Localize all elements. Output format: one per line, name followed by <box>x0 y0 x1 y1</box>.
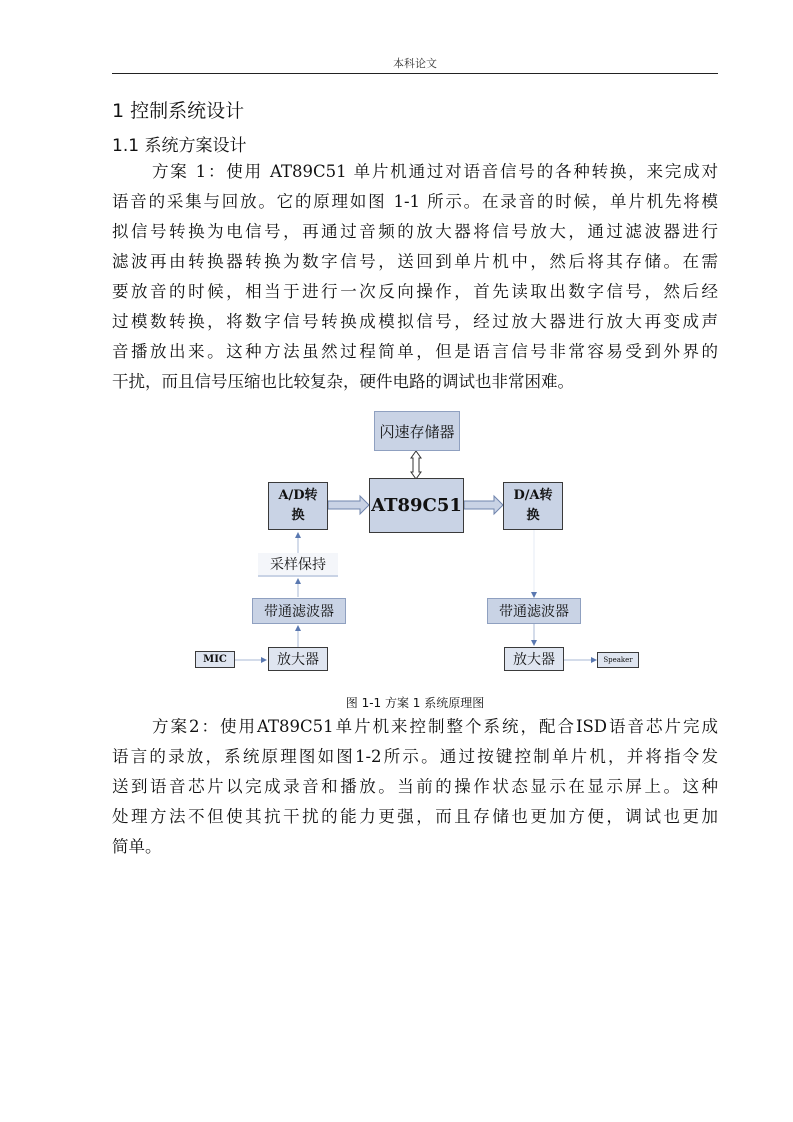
paragraph-line: 语言的录放，系统原理图如图1-2所示。通过按键控制单片机，并将指令发 <box>112 747 718 766</box>
paragraph-line: 方案 1：使用 AT89C51 单片机通过对语音信号的各种转换，来完成对 <box>152 162 718 181</box>
dac-label: D/A转换 <box>513 488 553 523</box>
amplifier-right-block <box>504 647 564 671</box>
amplifier-right-label: 放大器 <box>513 652 555 668</box>
bandpass-filter-left-block <box>252 598 346 624</box>
paragraph-scheme-2 <box>112 712 718 862</box>
paragraph-line: 拟信号转换为电信号，再通过音频的放大器将信号放大，通过滤波器进行 <box>112 222 718 241</box>
header-divider <box>112 73 718 74</box>
flash-mcu-double-arrow <box>411 451 421 479</box>
subsection-heading: 1.1 系统方案设计 <box>112 136 247 156</box>
adc-label: A/D转换 <box>278 488 318 523</box>
figure-caption: 图 1-1 方案 1 系统原理图 <box>345 696 485 710</box>
paragraph-line: 干扰，而且信号压缩也比较复杂，硬件电路的调试也非常困难。 <box>112 372 574 391</box>
paragraph-line: 音播放出来。这种方法虽然过程简单，但是语言信号非常容易受到外界的 <box>112 342 718 361</box>
mcu-block <box>369 478 464 533</box>
paragraph-line: 滤波再由转换器转换为数字信号，送回到单片机中，然后将其存储。在需 <box>112 252 718 271</box>
sample-hold-label: 采样保持 <box>270 557 326 573</box>
dac-block <box>503 482 563 530</box>
flash-memory-block <box>374 411 460 451</box>
header-title: 本科论文 <box>393 57 437 70</box>
mcu-to-dac-arrow <box>464 496 503 514</box>
amplifier-left-block <box>268 647 328 671</box>
paragraph-line: 过模数转换，将数字信号转换成模拟信号，经过放大器进行放大再变成声 <box>112 312 718 331</box>
paragraph-line: 处理方法不但使其抗干扰的能力更强，而且存储也更加方便，调试也更加 <box>112 807 718 826</box>
adc-to-mcu-arrow <box>328 496 369 514</box>
paragraph-line: 要放音的时候，相当于进行一次反向操作，首先读取出数字信号，然后经 <box>112 282 718 301</box>
paragraph-line: 语音的采集与回放。它的原理如图 1-1 所示。在录音的时候，单片机先将模 <box>112 192 718 211</box>
bandpass-filter-right-label: 带通滤波器 <box>499 604 569 620</box>
paragraph-line: 送到语音芯片以完成录音和播放。当前的操作状态显示在显示屏上。这种 <box>112 777 718 796</box>
sample-hold-block <box>258 553 338 577</box>
adc-block <box>268 482 328 530</box>
amplifier-left-label: 放大器 <box>277 652 319 668</box>
mic-label: MIC <box>203 654 227 665</box>
mcu-label: AT89C51 <box>371 495 462 516</box>
bandpass-filter-left-label: 带通滤波器 <box>264 604 334 620</box>
section-heading: 1 控制系统设计 <box>112 100 245 122</box>
paragraph-scheme-1 <box>112 157 718 397</box>
paragraph-line: 简单。 <box>112 837 162 856</box>
speaker-block <box>597 652 639 668</box>
speaker-label: Speaker <box>603 656 633 664</box>
paragraph-line: 方案2：使用AT89C51单片机来控制整个系统，配合ISD语音芯片完成 <box>152 717 718 736</box>
mic-block <box>195 651 235 668</box>
flash-memory-label: 闪速存储器 <box>379 422 455 441</box>
bandpass-filter-right-block <box>487 598 581 624</box>
